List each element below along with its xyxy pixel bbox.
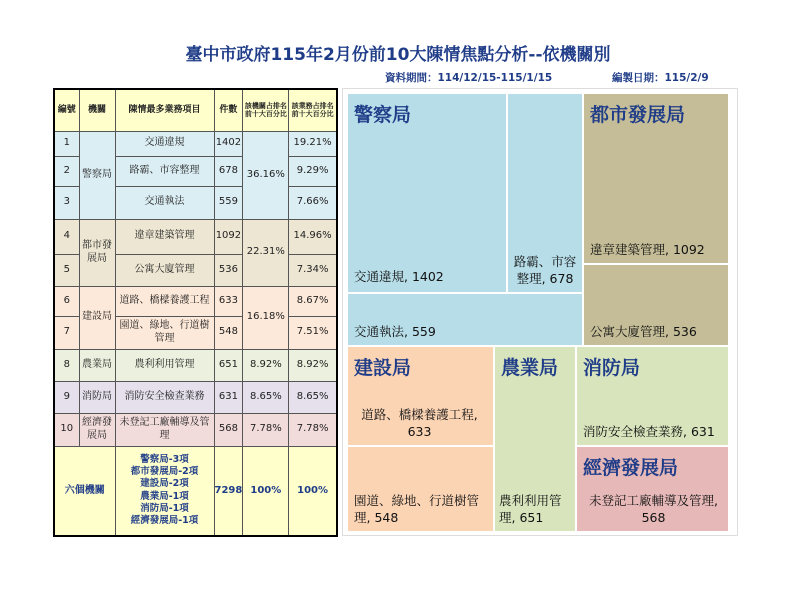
cell-police-enforcement: 交通執法, 559 <box>347 293 583 346</box>
col-agency-pct: 該機關占排名前十大百分比 <box>243 89 289 131</box>
total-row: 六個機關 警察局-3項 都市發展局-2項 建設局-2項 農業局-1項 消防局-1項 經濟發展局-1項 7298 100% 100% <box>54 446 337 536</box>
table-row: 2 路霸、市容整理 678 9.29% <box>54 156 337 186</box>
cell-fire: 消防局 消防安全檢查業務, 631 <box>576 346 729 446</box>
compiled-date: 編製日期：115/2/9 <box>612 72 709 84</box>
col-count: 件數 <box>214 89 243 131</box>
table-row: 9 消防局 消防安全檢查業務 631 8.65% 8.65% <box>54 381 337 413</box>
ranking-table <box>53 88 338 537</box>
table-row: 5 公寓大廈管理 536 7.34% <box>54 254 337 286</box>
table-row: 10 經濟發展局 未登記工廠輔導及管理 568 7.78% 7.78% <box>54 413 337 446</box>
cell-construction-greenery: 園道、綠地、行道樹管理, 548 <box>347 446 494 532</box>
table-header <box>54 89 337 131</box>
col-no: 編號 <box>54 89 79 131</box>
cell-urban-illegal-building: 都市發展局 違章建築管理, 1092 <box>583 93 729 264</box>
cell-agriculture: 農業局 農利利用管理, 651 <box>494 346 576 532</box>
data-period: 資料期間：114/12/15-115/1/15 <box>385 72 553 84</box>
col-item: 陳情最多業務項目 <box>115 89 214 131</box>
cell-economic: 經濟發展局 未登記工廠輔導及管理, 568 <box>576 446 729 532</box>
page-title: 臺中市政府115年2月份前10大陳情焦點分析--依機關別 <box>185 45 611 65</box>
col-item-pct: 該業務占排名前十大百分比 <box>289 89 337 131</box>
table-row: 1 警察局 交通違規 1402 36.16% 19.21% <box>54 131 337 156</box>
table-row: 8 農業局 農利利用管理 651 8.92% 8.92% <box>54 349 337 381</box>
table-row: 4 都市發展局 違章建築管理 1092 22.31% 14.96% <box>54 219 337 254</box>
table-row: 3 交通執法 559 7.66% <box>54 186 337 219</box>
cell-construction-roads: 建設局 道路、橋樑養護工程, 633 <box>347 346 494 446</box>
table-row: 6 建設局 道路、橋樑養護工程 633 16.18% 8.67% <box>54 286 337 316</box>
treemap <box>342 88 738 536</box>
cell-police-obstruction: 路霸、市容整理, 678 <box>507 93 583 293</box>
cell-police-traffic-violation: 警察局 交通違規, 1402 <box>347 93 507 293</box>
total-items: 警察局-3項 都市發展局-2項 建設局-2項 農業局-1項 消防局-1項 經濟發展局-1項 <box>115 446 214 536</box>
cell-urban-apartment: 公寓大廈管理, 536 <box>583 264 729 346</box>
table-row: 7 園道、綠地、行道樹管理 548 7.51% <box>54 316 337 349</box>
col-agency: 機關 <box>79 89 115 131</box>
